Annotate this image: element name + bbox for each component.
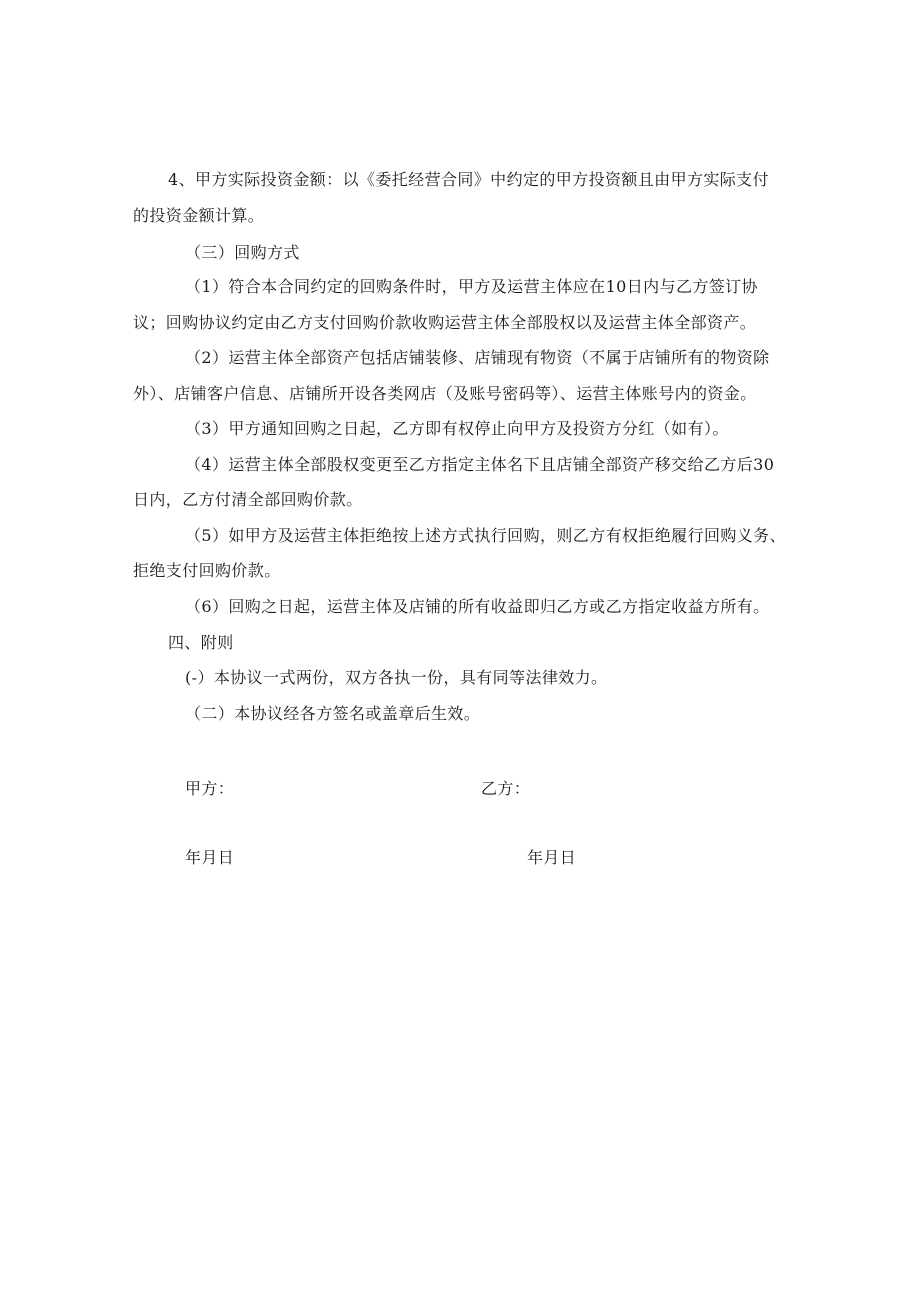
party-b-label: 乙方：	[481, 779, 531, 798]
item-1-line-2: 议；回购协议约定由乙方支付回购价款收购运营主体全部股权以及运营主体全部资产。	[133, 313, 757, 332]
item-1-line-1: （1）符合本合同约定的回购条件时，甲方及运营主体应在10日内与乙方签订协	[185, 277, 758, 296]
item-4-line-1: （4）运营主体全部股权变更至乙方指定主体名下且店铺全部资产移交给乙方后30	[185, 455, 775, 474]
item-5-line-1: （5）如甲方及运营主体拒绝按上述方式执行回购，则乙方有权拒绝履行回购义务、	[185, 526, 786, 545]
section-4-heading: 四、附则	[168, 633, 234, 652]
party-a-date: 年月日	[185, 848, 235, 867]
item-6-line-1: （6）回购之日起，运营主体及店铺的所有收益即归乙方或乙方指定收益方所有。	[185, 597, 770, 616]
item-2-line-2: 外）、店铺客户信息、店铺所开设各类网店（及账号密码等）、运营主体账号内的资金。	[133, 384, 757, 403]
item-3-line-1: （3）甲方通知回购之日起，乙方即有权停止向甲方及投资方分红（如有）。	[185, 419, 729, 438]
item-5-line-2: 拒绝支付回购价款。	[133, 561, 281, 580]
appendix-item-1: (-）本协议一式两份，双方各执一份，具有同等法律效力。	[185, 668, 608, 687]
clause-4-text-1: 4、甲方实际投资金额：以《委托经营合同》中约定的甲方投资额且由甲方实际支付	[168, 170, 769, 189]
party-a-label: 甲方：	[185, 779, 235, 798]
clause-4-line-2: 的投资金额计算。	[133, 206, 265, 225]
clause-4-line-1	[168, 170, 786, 190]
item-4-line-2: 日内，乙方付清全部回购价款。	[133, 490, 363, 509]
section-3-heading: （三）回购方式	[185, 243, 300, 262]
item-2-line-1: （2）运营主体全部资产包括店铺装修、店铺现有物资（不属于店铺所有的物资除	[185, 348, 770, 367]
appendix-item-2: （二）本协议经各方签名或盖章后生效。	[185, 704, 481, 723]
party-b-date: 年月日	[527, 848, 577, 867]
